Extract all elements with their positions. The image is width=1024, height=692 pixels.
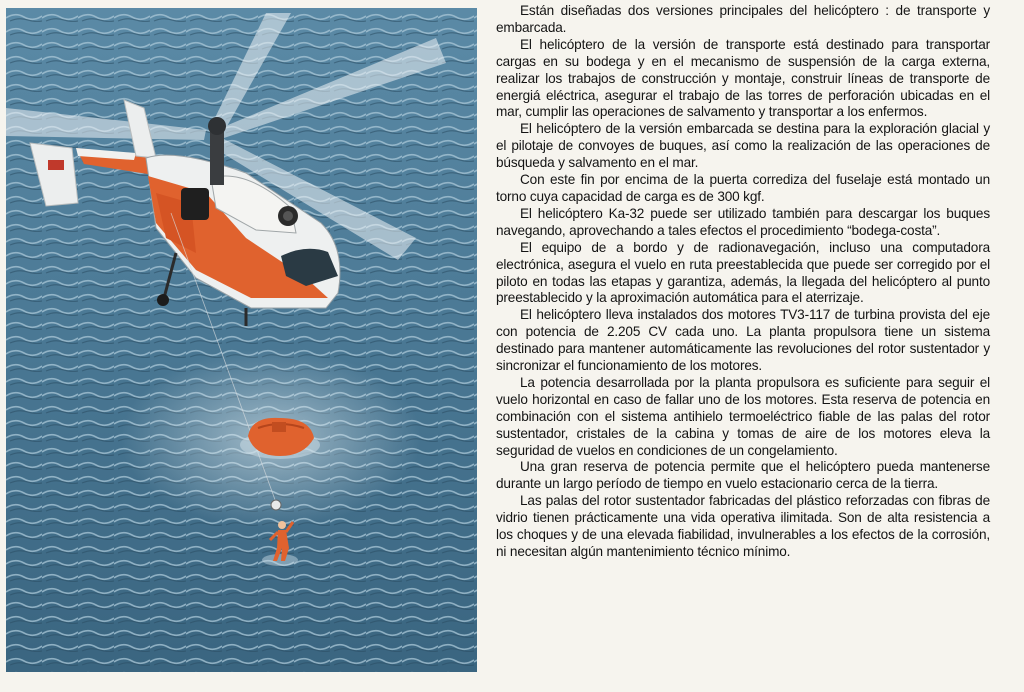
paragraph-winch: Con este fin por encima de la puerta corrediza del fuselaje está montado un torno cuya capacidad de carga es de 300 kgf. [496,172,990,204]
paragraph-shipborne-version: El helicóptero de la versión embarcada se destina para la exploración glacial y el pilotaje de convoyes de buques, así como la realización de las operaciones de búsqueda y salvamento en el mar. [496,121,990,171]
paragraph-transport-version: El helicóptero de la versión de transporte está destinado para transportar cargas en su bodega y en el mecanismo de suspensión de la carga externa, realizar los trabajos de construcción y montaje, construir líneas de transporte de energiá eléctrica, asegurar el trabajo de las torres de perforación ubicadas en el mar, cumplir las operaciones de salvamento y transportar a los enfermos. [496,36,990,120]
paragraph-engines: El helicóptero lleva instalados dos motores TV3-117 de turbina provista del eje con potencia de 2.205 CV cada uno. La planta propulsora tiene un sistema destinado para mantener automáticamente las revoluciones del rotor sustentador y sincronizar el funcionamiento de los motores. [496,307,990,374]
article-text [496,3,990,561]
helicopter-rescue-photo [6,8,477,672]
landing-wheel [157,294,169,306]
rotor-hub [208,117,226,135]
paragraph-navigation: El equipo de a bordo y de radionavegación, incluso una computadora electrónica, asegura el vuelo en ruta preestablecida que puede ser corregido por el piloto en todas las etapas y garantiza, además, la llegada del helicóptero al punto preestablecido y la aproximación automática para el aterrizaje. [496,239,990,306]
paragraph-ship-unloading: El helicóptero Ka-32 puede ser utilizado también para descargar los buques navegando, aprovechando a tales efectos el procedimiento “bodega-costa”. [496,205,990,238]
sea-waves [6,8,477,672]
paragraph-versions: Están diseñadas dos versiones principales del helicóptero : de transporte y embarcada. [496,3,990,35]
paragraph-hover: Una gran reserva de potencia permite que el helicóptero pueda mantenerse durante un largo período de tiempo en vuelo estacionario cerca de la tierra. [496,459,990,492]
paragraph-rotor-blades: Las palas del rotor sustentador fabricadas del plástico reforzadas con fibras de vidrio tienen prácticamente una vida operativa ilimitada. Son de alta resistencia a los choques y de una elevada fiabilidad, invulnerables a los efectos de la corrosión, ni necesitan algún mantenimiento técnico mínimo. [496,493,990,559]
paragraph-power-reserve: La potencia desarrollada por la planta propulsora es suficiente para seguir el vuelo horizontal en caso de fallar uno de los motores. Esta reserva de potencia en combinación con el sistema antihielo termoeléctrico fiable de las palas del rotor sustentador, cristales de la cabina y tomas de aire de los motores eleva la seguridad de vuelos en condiciones de un congelamiento. [496,374,990,458]
